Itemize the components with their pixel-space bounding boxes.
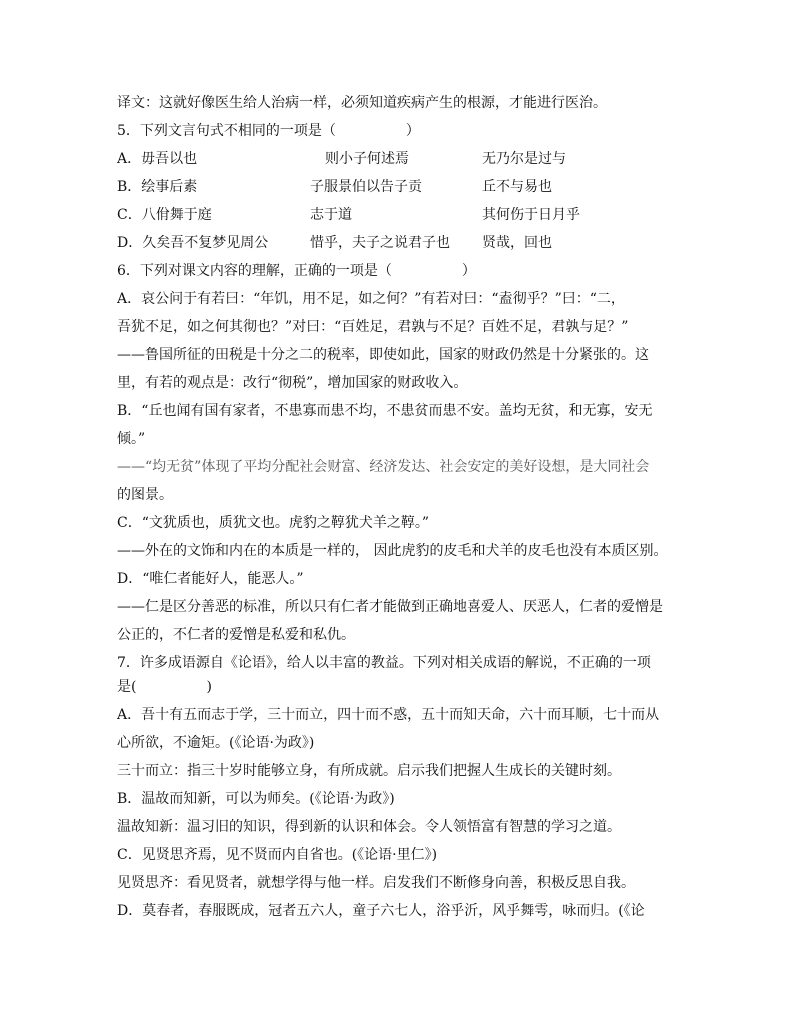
option-d-col-1: D．久矣吾不复梦见周公 (117, 235, 269, 251)
option-a-col-2: 则小子何述焉 (325, 151, 409, 167)
q7-option-d-line-1: D．莫春者，春服既成，冠者五六人，童子六七人，浴乎沂，风乎舞雩，咏而归。(《论 (117, 903, 645, 919)
q6-option-a-line-4: 里，有若的观点是：改行“彻税”，增加国家的财政收入。 (117, 375, 468, 391)
q6-option-b-line-1: B．“丘也闻有国有家者，不患寡而患不均，不患贫而患不安。盖均无贫，和无寡，安无 (117, 403, 653, 419)
question-7-stem-line-2: 是( ) (117, 679, 212, 695)
option-c-col-2: 志于道 (310, 207, 352, 223)
q7-option-a-line-3: 三十而立：指三十岁时能够立身，有所成就。启示我们把握人生成长的关键时刻。 (117, 763, 621, 779)
option-a-col-1: A．毋吾以也 (117, 151, 198, 167)
option-d-col-2: 惜乎，夫子之说君子也 (310, 235, 450, 251)
q6-option-d-line-2: ——仁是区分善恶的标准，所以只有仁者才能做到正确地喜爱人、厌恶人，仁者的爱憎是 (117, 599, 663, 615)
option-c-col-1: C．八佾舞于庭 (117, 207, 212, 223)
question-7-stem-line-1: 7．许多成语源自《论语》，给人以丰富的教益。下列对相关成语的解说，不正确的一项 (117, 655, 651, 671)
option-a-col-3: 无乃尔是过与 (482, 151, 566, 167)
q6-option-a-line-1: A．哀公问于有若曰：“年饥，用不足，如之何？”有若对曰：“盍彻乎？”曰：“二， (117, 291, 625, 307)
q6-option-b-line-3: ——“均无贫”体现了平均分配社会财富、经济发达、社会安定的美好设想，是大同社会 (117, 459, 650, 475)
q6-option-b-line-4: 的图景。 (117, 487, 173, 503)
q6-option-a-line-2: 吾犹不足，如之何其彻也？”对曰：“百姓足，君孰与不足？百姓不足，君孰与足？” (117, 319, 629, 335)
q7-option-b-line-2: 温故知新：温习旧的知识，得到新的认识和体会。令人领悟富有智慧的学习之道。 (117, 819, 621, 835)
q7-option-c-line-2: 见贤思齐：看见贤者，就想学得与他一样。启发我们不断修身向善，积极反思自我。 (117, 875, 635, 891)
q6-option-a-line-3: ——鲁国所征的田税是十分之二的税率，即使如此，国家的财政仍然是十分紧张的。这 (117, 347, 649, 363)
q7-option-b-line-1: B．温故而知新，可以为师矣。(《论语·为政》) (117, 791, 395, 807)
option-b-col-3: 丘不与易也 (482, 179, 552, 195)
option-b-col-2: 子服景伯以告子贡 (310, 179, 422, 195)
q6-option-c-line-2: ——外在的文饰和内在的本质是一样的， 因此虎豹的皮毛和犬羊的皮毛也没有本质区别。 (117, 543, 668, 559)
q6-option-d-line-3: 公正的，不仁者的爱憎是私爱和私仇。 (117, 627, 355, 643)
q6-option-c-line-1: C．“文犹质也，质犹文也。虎豹之鞟犹犬羊之鞟。” (117, 515, 430, 531)
q7-option-a-line-1: A．吾十有五而志于学，三十而立，四十而不惑，五十而知天命，六十而耳顺，七十而从 (117, 707, 660, 723)
q6-option-d-line-1: D．“唯仁者能好人，能恶人。” (117, 571, 304, 587)
translation-line: 译文：这就好像医生给人治病一样，必须知道疾病产生的根源，才能进行医治。 (117, 95, 607, 111)
q6-option-b-line-2: 倾。” (117, 431, 146, 447)
option-b-col-1: B．绘事后素 (117, 179, 198, 195)
question-6-stem: 6．下列对课文内容的理解，正确的一项是（ ） (117, 263, 476, 279)
q7-option-a-line-2: 心所欲，不逾矩。(《论语·为政》) (117, 735, 315, 751)
q7-option-c-line-1: C．见贤思齐焉，见不贤而内自省也。(《论语·里仁》) (117, 847, 438, 863)
question-5-stem: 5．下列文言句式不相同的一项是（ ） (117, 123, 420, 139)
option-d-col-3: 贤哉，回也 (482, 235, 552, 251)
option-c-col-3: 其何伤于日月乎 (482, 207, 580, 223)
